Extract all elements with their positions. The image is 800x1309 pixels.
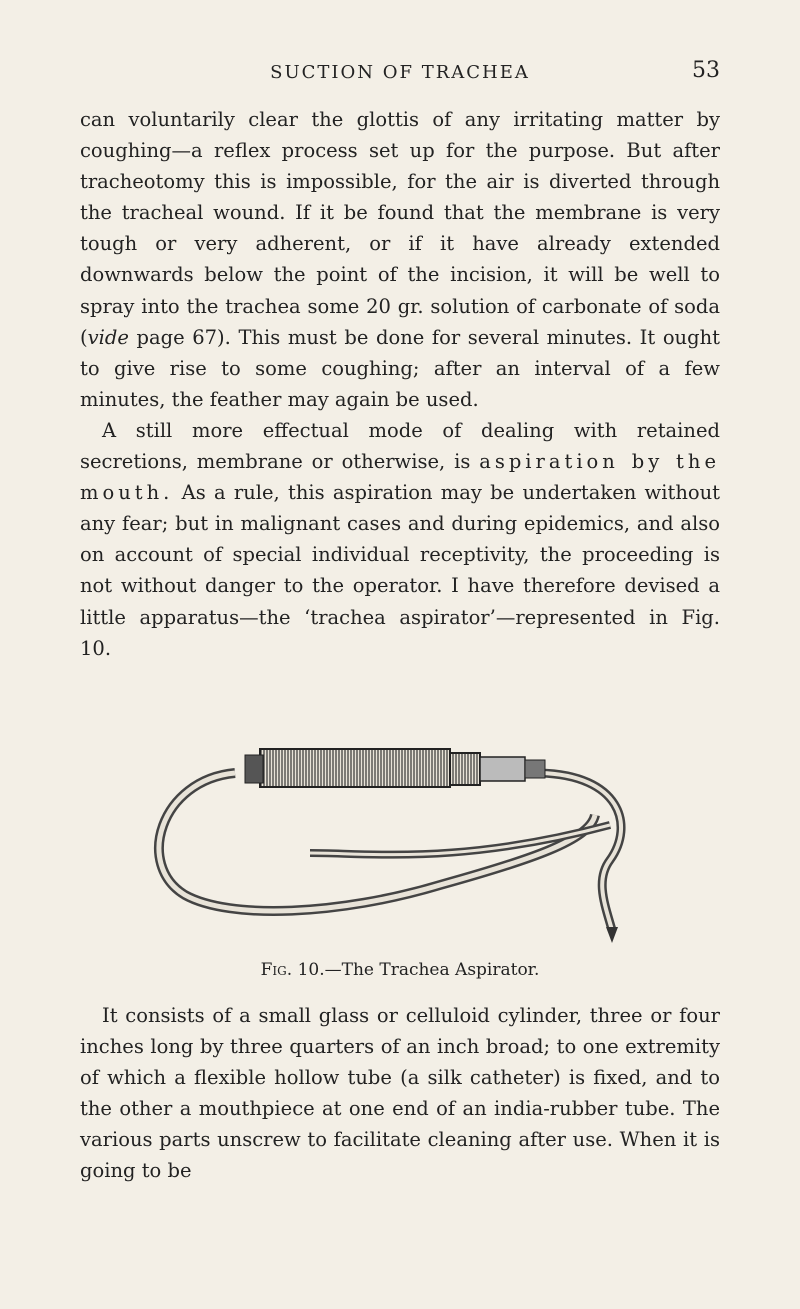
figure-caption [80,960,720,980]
vide-italic: vide [87,325,129,349]
figure-caption-text: 10.—The Trachea Aspirator. [297,960,540,980]
figure-label: Fig. [260,960,293,980]
paragraph-1-text: can voluntarily clear the glottis of any irritating matter by coughing—a reflex process set up for the purpose. But after tracheotomy this is impossible, for the air is diverted through the tracheal wound. If it be found that the membrane is very tough or very adherent, or if it have already extended downwards below the point of the incision, it will be well to spray into the trachea some 20 gr. solution of carbonate of soda [80,108,720,318]
glass-cylinder [260,749,450,787]
aspiration-emphasis: aspiration by the mouth. [80,450,720,505]
paragraph-1: can voluntarily clear the glottis of any irritating matter by coughing—a reflex process set up for the purpose. But after tracheotomy this is impossible, for the air is diverted through the tracheal wound. If it be found that the membrane is very tough or very adherent, or if it have already extended downwards below the point of the incision, it will be well to spray into the trachea some 20 gr. solution of carbonate of soda (vide page 67). This must be done for several minutes. It ought to give rise to some coughing; after an interval of a few minutes, the feather may again be used. [80,108,720,411]
trachea-aspirator-figure [140,735,650,950]
running-head: SUCTION OF TRACHEA [270,62,530,83]
lower-text [80,1000,720,1187]
main-text [80,104,720,664]
trachea-aspirator-illustration [140,735,650,950]
paragraph-2-end: As a rule, this aspiration may be undertaken without any fear; but in malignant cases and during epidemics, and also on account of special individual receptivity, the proceeding is not without danger to the operator. I have therefore devised a little apparatus—the ‘trachea aspirator’—represented in Fig. 10. [80,481,721,660]
paragraph-3: It consists of a small glass or celluloid cylinder, three or four inches long by three quarters of an inch broad; to one extremity of which a flexible hollow tube (a silk catheter) is fixed, and to the other a mouthpiece at one end of an india-rubber tube. The various parts unscrew to facilitate cleaning after use. When it is going to be [80,1004,720,1183]
page-number: 53 [692,58,720,83]
paragraph-2-start: A still more effectual mode of dealing with retained secretions, membrane or otherwise, is [80,418,720,474]
paragraph-2 [80,415,720,664]
paragraph-1-end: page 67). This must be done for several minutes. It ought to give rise to some coughing; after an interval of a few minutes, the feather may again be used. [80,325,720,411]
catheter-tip [606,927,618,943]
page-header [80,58,720,88]
